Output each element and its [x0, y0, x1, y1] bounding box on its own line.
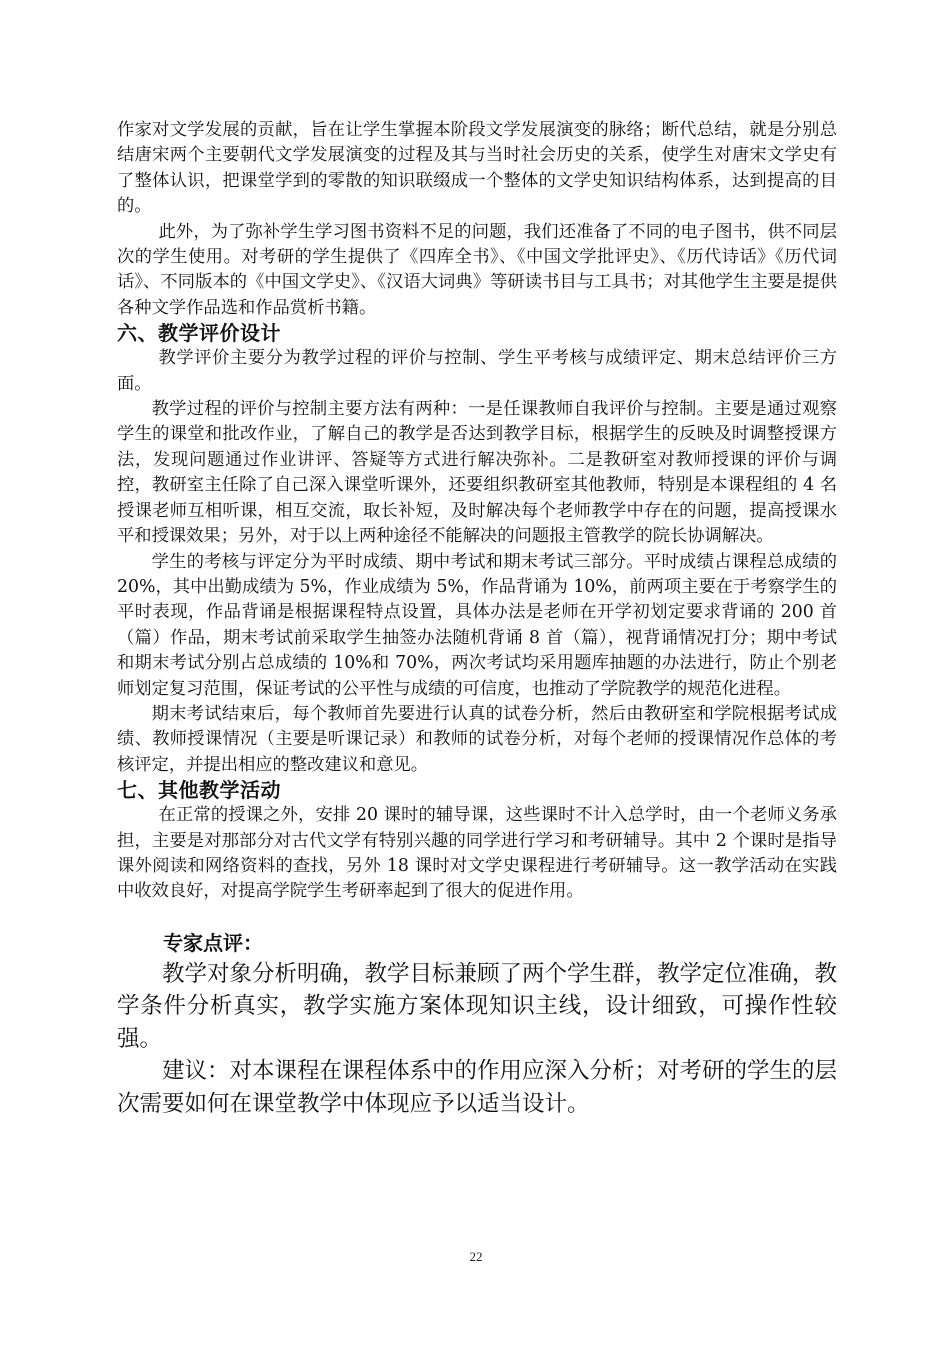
section-heading-other-activities: 七、其他教学活动 [117, 778, 281, 803]
page-number: 22 [469, 1249, 483, 1264]
paragraph-evaluation-overview: 教学评价主要分为教学过程的评价与控制、学生平考核与成绩评定、期末总结评价三方面。 [117, 348, 837, 394]
paragraph-continuation: 作家对文学发展的贡献，旨在让学生掌握本阶段文学发展演变的脉络；断代总结，就是分别总结唐宋两个主要朝代文学发展演变的过程及其与当时社会历史的关系，使学生对唐宋文学史有了整体认识，把课堂学到的零散的知识联缀成一个整体的文学史知识结构体系，达到提高的目的。 [117, 120, 837, 217]
paragraph-ebooks: 此外，为了弥补学生学习图书资料不足的问题，我们还准备了不同的电子图书，供不同层次的学生使用。对考研的学生提供了《四库全书》、《中国文学批评史》、《历代诗话》《历代词话》、不同版本的《中国文学史》、《汉语大词典》等研读书目与工具书；对其他学生主要是提供各种文学作品选和作品赏析书籍。 [117, 221, 837, 318]
paragraph-evaluation-process: 教学过程的评价与控制主要方法有两种：一是任课教师自我评价与控制。主要是通过观察学生的课堂和批改作业，了解自己的教学是否达到教学目标，根据学生的反映及时调整授课方法，发现问题通过作业讲评、答疑等方式进行解决弥补。二是教研室对教师授课的评价与调控，教研室主任除了自己深入课堂听课外，还要组织教研室其他教师，特别是本课程组的 4 名授课老师互相听课，相互交流，取长补短，及时解决每个老师教学中存在的问题，提高授课水平和授课效果；另外，对于以上两种途径不能解决的问题报主管教学的院长协调解决。 [117, 399, 837, 547]
expert-review-suggestion: 建议：对本课程在课程体系中的作用应深入分析；对考研的学生的层次需要如何在课堂教学中体现应予以适当设计。 [117, 1058, 838, 1117]
expert-review-title: 专家点评： [163, 930, 263, 955]
document-page [117, 118, 837, 1120]
paragraph-final-review: 期末考试结束后，每个教师首先要进行认真的试卷分析，然后由教研室和学院根据考试成绩、教师授课情况（主要是听课记录）和教师的试卷分析，对每个老师的授课情况作总体的考核评定，并提出相应的整改建议和意见。 [117, 703, 837, 775]
section-heading-evaluation: 六、教学评价设计 [117, 321, 281, 346]
paragraph-tutoring: 在正常的授课之外，安排 20 课时的辅导课，这些课时不计入总学时，由一个老师义务承担，主要是对那部分对古代文学有特别兴趣的同学进行学习和考研辅导。其中 2 个课时是指导课外阅读和网络资料的查找，另外 18 课时对文学史课程进行考研辅导。这一教学活动在实践中收效良好，对提高学院学生考研率起到了很大的促进作用。 [117, 805, 837, 902]
expert-review-comment: 教学对象分析明确，教学目标兼顾了两个学生群，教学定位准确，教学条件分析真实，教学实施方案体现知识主线，设计细致，可操作性较强。 [117, 960, 838, 1052]
paragraph-assessment: 学生的考核与评定分为平时成绩、期中考试和期末考试三部分。平时成绩占课程总成绩的 20%，其中出勤成绩为 5%，作业成绩为 5%，作品背诵为 10%，前两项主要在于考察学生的平时表现，作品背诵是根据课程特点设置，具体办法是老师在开学初划定要求背诵的 200 首（篇）作品，期末考试前采取学生抽签办法随机背诵 8 首（篇），视背诵情况打分；期中考试和期末考试分别占总成绩的 10%和 70%，两次考试均采用题库抽题的办法进行，防止个别老师划定复习范围，保证考试的公平性与成绩的可信度，也推动了学院教学的规范化进程。 [117, 551, 837, 699]
